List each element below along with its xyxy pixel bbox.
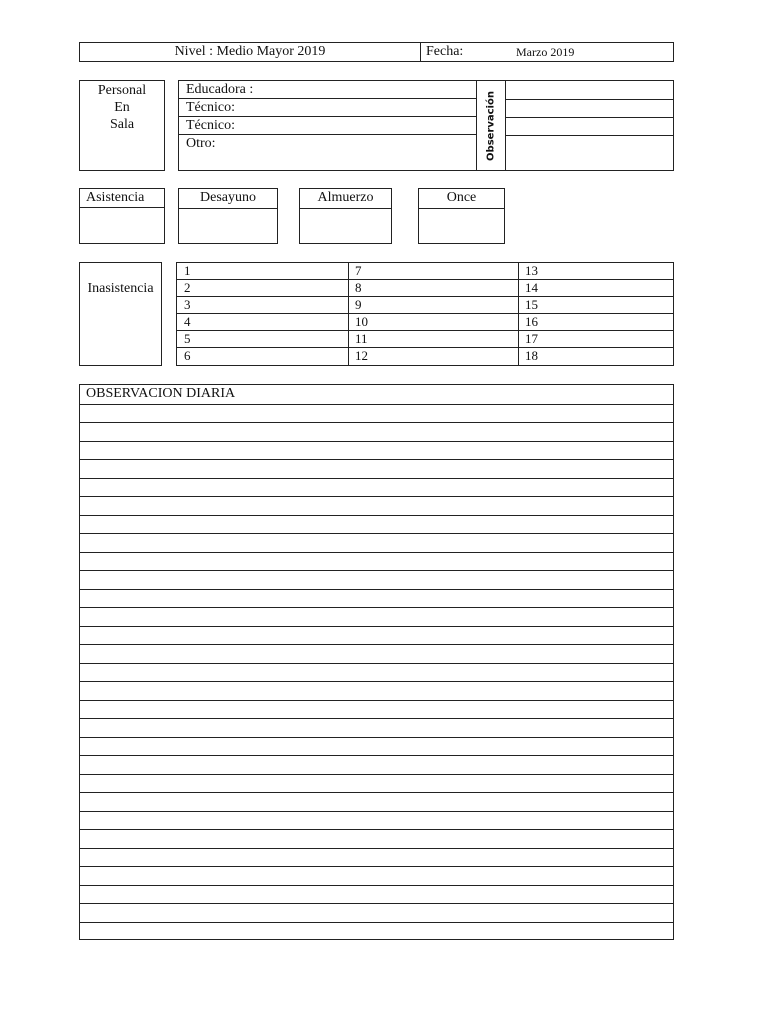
desayuno-box[interactable] bbox=[178, 188, 278, 244]
personal-title-line: Personal bbox=[97, 83, 147, 98]
observacion-field[interactable] bbox=[506, 99, 674, 118]
staff-row-tecnico-1[interactable]: Técnico: bbox=[179, 99, 476, 117]
inasistencia-cell[interactable]: 11 bbox=[348, 331, 518, 348]
observacion-line[interactable] bbox=[80, 626, 673, 627]
observacion-line[interactable] bbox=[80, 718, 673, 719]
observacion-field[interactable] bbox=[506, 135, 674, 170]
observacion-field[interactable] bbox=[506, 117, 674, 136]
observacion-line[interactable] bbox=[80, 459, 673, 460]
observacion-line[interactable] bbox=[80, 866, 673, 867]
observacion-line[interactable] bbox=[80, 681, 673, 682]
asistencia-label: Asistencia bbox=[80, 189, 164, 208]
observacion-field[interactable] bbox=[506, 81, 674, 100]
observacion-line[interactable] bbox=[80, 829, 673, 830]
observacion-line[interactable] bbox=[80, 644, 673, 645]
observacion-line[interactable] bbox=[80, 570, 673, 571]
observacion-line[interactable] bbox=[80, 552, 673, 553]
inasistencia-column bbox=[177, 263, 349, 365]
almuerzo-label: Almuerzo bbox=[300, 189, 391, 209]
observacion-diaria-title: OBSERVACION DIARIA bbox=[86, 386, 236, 401]
inasistencia-cell[interactable]: 12 bbox=[355, 348, 368, 363]
inasistencia-cell[interactable]: 2 bbox=[177, 280, 348, 297]
observacion-diaria-box bbox=[79, 384, 674, 940]
staff-row-tecnico-2[interactable]: Técnico: bbox=[179, 117, 476, 135]
once-box[interactable] bbox=[418, 188, 505, 244]
observacion-line[interactable] bbox=[80, 607, 673, 608]
inasistencia-cell[interactable]: 4 bbox=[177, 314, 348, 331]
inasistencia-column bbox=[518, 263, 673, 365]
observacion-line[interactable] bbox=[80, 663, 673, 664]
inasistencia-cell[interactable]: 5 bbox=[177, 331, 348, 348]
observacion-line[interactable] bbox=[80, 515, 673, 516]
observacion-line[interactable] bbox=[80, 792, 673, 793]
staff-table bbox=[178, 80, 674, 171]
observacion-line[interactable] bbox=[80, 885, 673, 886]
almuerzo-box[interactable] bbox=[299, 188, 392, 244]
observacion-line[interactable] bbox=[80, 478, 673, 479]
observacion-line[interactable] bbox=[80, 496, 673, 497]
inasistencia-cell[interactable]: 13 bbox=[518, 263, 673, 280]
observacion-line[interactable] bbox=[80, 589, 673, 590]
staff-row-otro[interactable]: Otro: bbox=[186, 136, 216, 151]
inasistencia-cell[interactable]: 18 bbox=[525, 348, 538, 363]
inasistencia-cell[interactable]: 9 bbox=[348, 297, 518, 314]
personal-title-line: En bbox=[114, 100, 130, 115]
once-label: Once bbox=[419, 189, 504, 209]
observacion-line[interactable] bbox=[80, 755, 673, 756]
inasistencia-cell[interactable]: 14 bbox=[518, 280, 673, 297]
observacion-line[interactable] bbox=[80, 922, 673, 923]
personal-en-sala-box bbox=[79, 80, 165, 171]
inasistencia-cell[interactable]: 7 bbox=[348, 263, 518, 280]
inasistencia-cell[interactable]: 17 bbox=[518, 331, 673, 348]
header-row bbox=[79, 42, 674, 62]
inasistencia-cell[interactable]: 16 bbox=[518, 314, 673, 331]
fecha-label: Fecha: bbox=[426, 44, 464, 59]
nivel-field: Nivel : Medio Mayor 2019 bbox=[80, 43, 421, 61]
personal-title-line: Sala bbox=[109, 117, 135, 132]
desayuno-label: Desayuno bbox=[179, 189, 277, 209]
observacion-line[interactable] bbox=[80, 903, 673, 904]
observacion-line[interactable] bbox=[80, 774, 673, 775]
inasistencia-column bbox=[348, 263, 519, 365]
observacion-vertical-label: Observación bbox=[485, 90, 497, 161]
observacion-line[interactable] bbox=[80, 700, 673, 701]
inasistencia-cell[interactable]: 8 bbox=[348, 280, 518, 297]
inasistencia-cell[interactable]: 15 bbox=[518, 297, 673, 314]
staff-row-educadora[interactable]: Educadora : bbox=[179, 81, 476, 99]
inasistencia-label: Inasistencia bbox=[87, 281, 154, 296]
observacion-line[interactable] bbox=[80, 848, 673, 849]
inasistencia-grid bbox=[176, 262, 674, 366]
observacion-line[interactable] bbox=[80, 422, 673, 423]
observacion-line[interactable] bbox=[80, 737, 673, 738]
observacion-line[interactable] bbox=[80, 441, 673, 442]
inasistencia-box bbox=[79, 262, 162, 366]
fecha-value: Marzo 2019 bbox=[516, 45, 575, 59]
inasistencia-cell[interactable]: 6 bbox=[184, 348, 191, 363]
inasistencia-cell[interactable]: 10 bbox=[348, 314, 518, 331]
observacion-line[interactable] bbox=[80, 811, 673, 812]
inasistencia-cell[interactable]: 1 bbox=[177, 263, 348, 280]
inasistencia-cell[interactable]: 3 bbox=[177, 297, 348, 314]
asistencia-box[interactable] bbox=[79, 188, 165, 244]
observacion-line[interactable] bbox=[80, 404, 673, 405]
observacion-line[interactable] bbox=[80, 533, 673, 534]
observacion-column bbox=[476, 81, 506, 170]
